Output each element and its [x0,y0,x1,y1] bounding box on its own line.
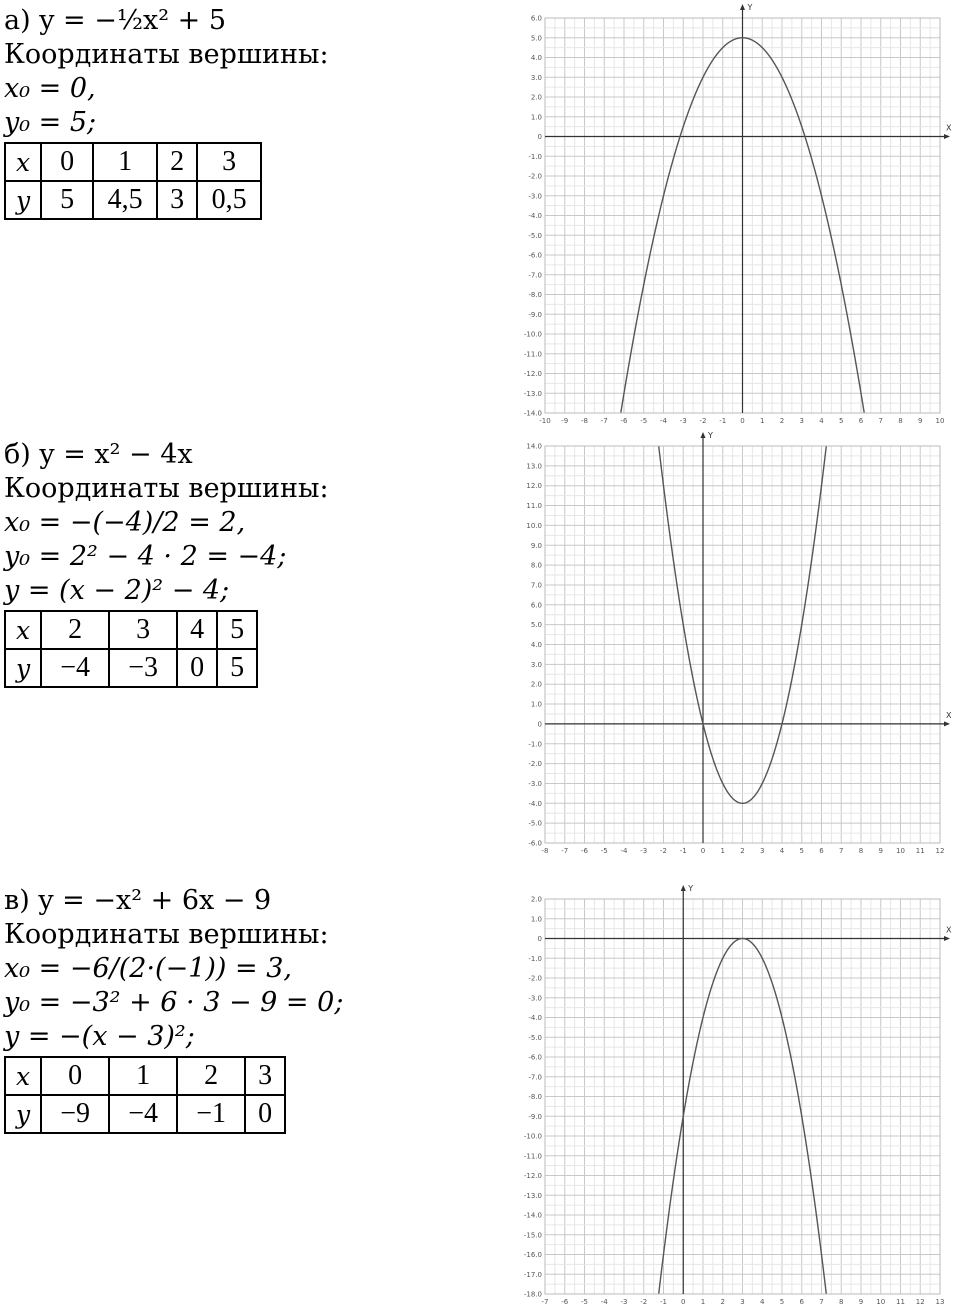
x-tick-label: 6 [858,417,864,425]
y-tick-label: -10.0 [523,330,542,339]
table-row-x [5,1057,285,1095]
y-tick-label: -6.0 [528,1053,542,1062]
x-tick-label: 8 [898,417,903,425]
y-tick-label: -7.0 [528,271,542,280]
x-tick-label: -5 [640,417,648,425]
x-axis-label: X [946,123,952,133]
table-cell: 0 [41,1057,109,1095]
x-tick-label: 1 [760,417,765,425]
table-cell: 3 [245,1057,285,1095]
x-tick-label: -5 [600,847,608,855]
y-tick-label: 3.0 [530,660,542,669]
x-tick-label: 9 [878,847,883,855]
x-tick-label: -1 [660,1298,667,1306]
x-tick-label: -10 [539,417,551,425]
x-tick-label: 8 [858,847,864,855]
y-tick-label: 0 [537,133,542,141]
y-tick-label: 6.0 [530,601,542,610]
y-tick-label: 6.0 [530,14,542,23]
x-tick-label: 3 [760,847,765,855]
y-tick-label: -7.0 [528,1073,542,1082]
vertex-y: y₀ = 5; [4,107,97,138]
y-tick-label: 2.0 [530,895,542,904]
x-tick-label: 7 [819,1298,824,1306]
x-tick-label: -6 [581,847,588,855]
x-tick-label: 4 [760,1298,765,1306]
y-tick-label: 9.0 [530,541,542,550]
vertex-y: y₀ = 2² − 4 · 2 = −4; [4,541,287,572]
y-tick-label: -11.0 [523,1152,542,1161]
y-tick-label: -4.0 [528,1014,542,1022]
y-tick-label: 13.0 [526,462,542,471]
y-tick-label: -8.0 [528,1093,542,1101]
vertex-x: x₀ = 0, [4,73,96,104]
values-table [4,142,262,220]
table-cell: −9 [41,1095,109,1133]
x-tick-label: -7 [541,1298,549,1306]
vertex-heading: Координаты вершины: [4,919,329,950]
y-tick-label: -9.0 [528,310,542,319]
y-tick-label: -13.0 [523,1191,542,1200]
x-tick-label: 1 [700,1298,706,1306]
equation-title: в) y = −x² + 6x − 9 [4,885,272,916]
y-tick-label: -4.0 [528,212,542,220]
x-tick-label: -7 [600,417,608,425]
table-header-x: x [5,611,41,649]
table-header-y: y [5,181,41,219]
table-row-y [5,649,257,687]
y-tick-label: -9.0 [528,1112,542,1121]
canonical-form: y = (x − 2)² − 4; [4,575,230,606]
table-cell: 0 [177,649,217,687]
graph-b-svg [515,432,955,862]
y-axis-arrow [681,885,686,891]
x-tick-label: 3 [799,417,804,425]
y-tick-label: 14.0 [526,442,542,451]
table-header-x: x [5,1057,41,1095]
vertex-y: y₀ = −3² + 6 · 3 − 9 = 0; [4,987,344,1018]
table-row-x [5,143,261,181]
x-tick-label: 2 [720,1298,725,1306]
y-tick-label: -16.0 [523,1251,542,1259]
section-c [4,884,504,1134]
table-cell: 0 [41,143,93,181]
x-tick-label: -6 [561,1298,569,1306]
y-tick-label: -12.0 [523,1172,542,1180]
x-tick-label: 2 [779,417,785,425]
y-tick-label: 0 [537,720,542,729]
y-tick-label: -17.0 [523,1270,542,1279]
vertex-x: x₀ = −6/(2·(−1)) = 3, [4,953,292,984]
y-tick-label: -14.0 [523,409,542,418]
x-tick-label: 11 [915,847,925,855]
y-tick-label: -5.0 [528,819,542,828]
table-cell: 2 [41,611,109,649]
x-tick-label: -3 [620,1298,628,1306]
x-tick-label: 10 [935,417,945,425]
x-axis-arrow [944,936,950,941]
y-tick-label: -11.0 [523,350,542,359]
values-table [4,1056,286,1134]
y-axis-label: Y [708,432,713,440]
x-tick-label: 3 [740,1298,745,1306]
x-tick-label: 13 [935,1298,945,1306]
x-tick-label: -2 [699,417,707,425]
x-tick-label: 4 [779,847,785,855]
x-tick-label: 6 [799,1298,804,1306]
x-tick-label: 12 [915,1298,925,1306]
table-cell: 4 [177,611,217,649]
y-tick-label: -4.0 [528,799,542,808]
x-axis-arrow [944,134,950,139]
y-axis-label: Y [688,884,694,893]
x-tick-label: 7 [839,847,844,855]
y-tick-label: 5.0 [530,34,542,43]
y-axis-arrow [701,432,706,438]
table-cell: 4,5 [93,181,157,219]
table-cell: −1 [177,1095,245,1133]
table-cell: −3 [109,649,177,687]
vertex-heading: Координаты вершины: [4,39,329,70]
graph-b [515,432,955,862]
y-axis-label: Y [747,3,753,12]
x-tick-label: 9 [918,417,923,425]
x-tick-label: 2 [740,847,745,855]
x-axis-label: X [946,710,952,720]
table-row-y [5,181,261,219]
table-header-y: y [5,649,41,687]
x-tick-label: 4 [819,417,824,425]
x-tick-label: -3 [679,417,687,425]
x-tick-label: -8 [541,847,549,855]
y-tick-label: -12.0 [523,370,542,378]
y-tick-label: 4.0 [530,54,542,62]
table-header-y: y [5,1095,41,1133]
y-tick-label: -18.0 [523,1290,542,1299]
y-tick-label: -8.0 [528,291,542,299]
y-tick-label: -10.0 [523,1132,542,1141]
values-table [4,610,258,688]
vertex-heading: Координаты вершины: [4,473,329,504]
x-tick-label: -3 [640,847,648,855]
table-cell: 1 [109,1057,177,1095]
x-tick-label: 11 [896,1298,905,1306]
x-tick-label: 1 [720,847,725,855]
table-row-x [5,611,257,649]
y-tick-label: -2.0 [528,974,542,983]
y-tick-label: 8.0 [530,561,542,570]
x-axis-arrow [944,721,950,726]
canonical-form: y = −(x − 3)²; [4,1021,195,1052]
y-tick-label: 0 [537,935,542,943]
table-cell: 5 [41,181,93,219]
x-tick-label: -4 [600,1298,608,1306]
y-tick-label: -1.0 [528,152,542,161]
y-tick-label: 2.0 [530,93,542,102]
y-tick-label: -5.0 [528,1033,542,1042]
x-tick-label: -6 [620,417,628,425]
y-tick-label: 5.0 [530,621,542,630]
y-tick-label: -2.0 [528,760,542,769]
x-tick-label: 9 [858,1298,864,1306]
y-tick-label: -6.0 [528,839,542,848]
x-tick-label: 8 [839,1298,844,1306]
y-tick-label: -15.0 [523,1231,542,1240]
y-tick-label: 10.0 [526,521,542,530]
y-tick-label: 7.0 [530,581,542,590]
x-tick-label: -2 [660,847,667,855]
graph-a-svg [515,0,955,432]
table-cell: 5 [217,649,257,687]
x-tick-label: -1 [679,847,687,855]
y-tick-label: -2.0 [528,172,542,181]
table-cell: 3 [109,611,177,649]
x-tick-label: -2 [640,1298,648,1306]
y-tick-label: 12.0 [526,482,542,491]
x-tick-label: -9 [561,417,569,425]
x-tick-label: 5 [779,1298,785,1306]
y-tick-label: -3.0 [528,192,542,201]
y-tick-label: -3.0 [528,994,542,1003]
table-cell: 0 [245,1095,285,1133]
table-cell: −4 [109,1095,177,1133]
y-tick-label: 3.0 [530,73,542,82]
y-tick-label: -14.0 [523,1211,542,1220]
y-tick-label: 11.0 [526,502,542,511]
x-tick-label: 10 [876,1298,886,1306]
y-tick-label: -5.0 [528,231,542,240]
y-tick-label: 2.0 [530,680,542,689]
table-row-y [5,1095,285,1133]
x-tick-label: 5 [839,417,844,425]
table-cell: 5 [217,611,257,649]
x-tick-label: -5 [581,1298,588,1306]
table-cell: 1 [93,143,157,181]
y-axis-arrow [740,4,745,10]
x-tick-label: 0 [681,1298,686,1306]
table-cell: 3 [197,143,261,181]
y-tick-label: 1.0 [530,113,542,122]
table-cell: 2 [177,1057,245,1095]
x-tick-label: -4 [620,847,628,855]
x-tick-label: 10 [896,847,905,855]
table-cell: 3 [157,181,197,219]
x-tick-label: 12 [935,847,945,855]
x-tick-label: 5 [799,847,804,855]
y-tick-label: 1.0 [530,915,542,924]
table-header-x: x [5,143,41,181]
section-b [4,438,504,688]
table-cell: −4 [41,649,109,687]
y-tick-label: -13.0 [523,389,542,398]
graph-c [515,874,955,1307]
x-tick-label: 6 [819,847,824,855]
x-tick-label: 7 [878,417,883,425]
y-tick-label: 1.0 [530,700,542,709]
table-cell: 2 [157,143,197,181]
x-axis-label: X [946,925,952,935]
x-tick-label: -8 [581,417,588,425]
y-tick-label: -1.0 [528,740,542,749]
y-tick-label: -3.0 [528,779,542,788]
x-tick-label: -7 [561,847,569,855]
vertex-x: x₀ = −(−4)/2 = 2, [4,507,246,538]
y-tick-label: 4.0 [530,641,542,649]
x-tick-label: -1 [719,417,727,425]
y-tick-label: -1.0 [528,954,542,963]
x-tick-label: 0 [740,417,745,425]
graph-a [515,0,955,432]
x-tick-label: 0 [700,847,706,855]
x-tick-label: -4 [660,417,667,425]
equation-title: б) y = x² − 4x [4,439,193,470]
table-cell: 0,5 [197,181,261,219]
graph-c-svg [515,874,955,1307]
y-tick-label: -6.0 [528,251,542,260]
section-a [4,4,504,220]
equation-title: а) y = −½x² + 5 [4,5,227,36]
